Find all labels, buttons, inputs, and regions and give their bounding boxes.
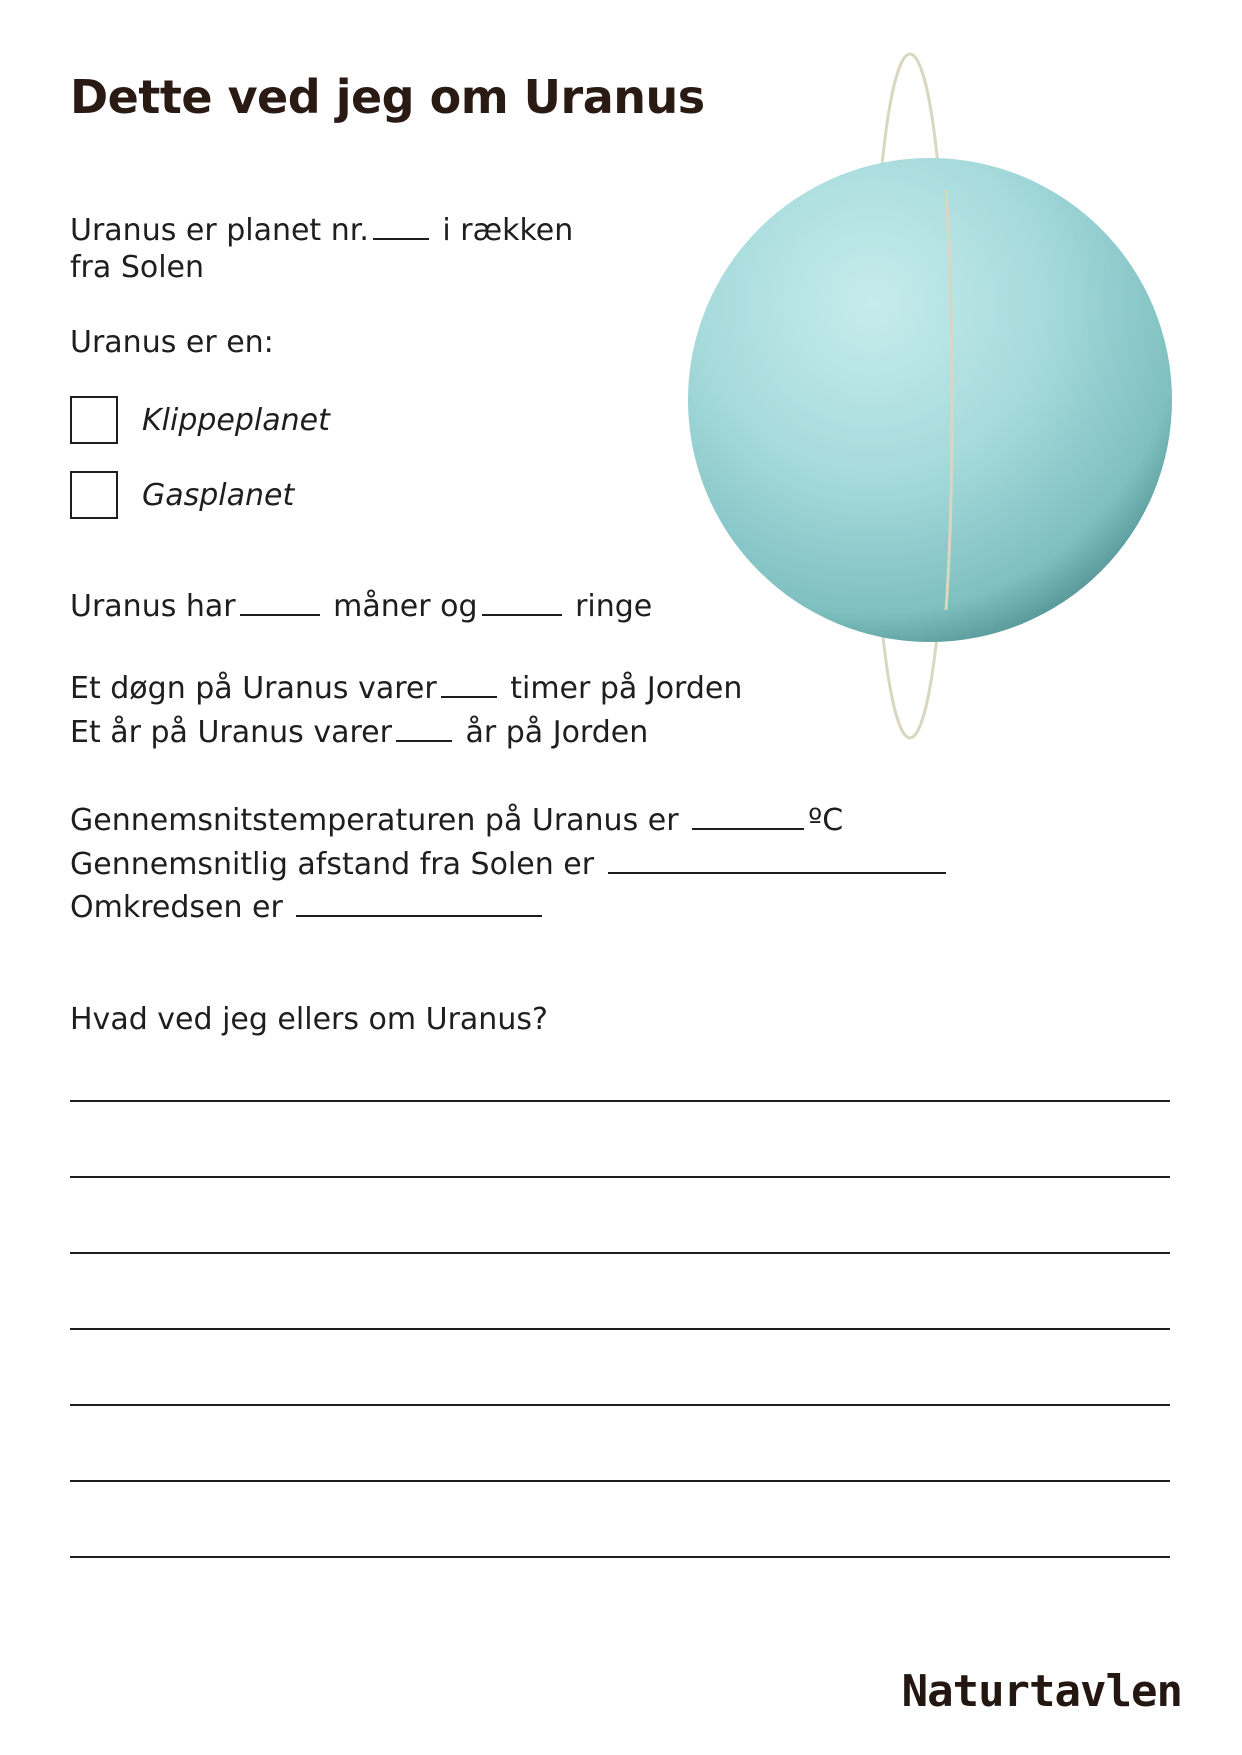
writing-line-7[interactable] — [70, 1556, 1170, 1558]
circumference-blank[interactable] — [296, 889, 542, 917]
year-length-question — [70, 714, 648, 751]
day-length-question — [70, 670, 742, 707]
planet-body — [688, 158, 1172, 642]
distance-prefix: Gennemsnitlig afstand fra Solen er — [70, 847, 595, 882]
other-facts-prompt: Hvad ved jeg ellers om Uranus? — [70, 1002, 548, 1037]
writing-line-5[interactable] — [70, 1404, 1170, 1406]
gasplanet-label: Gasplanet — [142, 477, 295, 513]
temperature-prefix: Gennemsnitstemperaturen på Uranus er — [70, 803, 679, 838]
year-prefix: Et år på Uranus varer — [70, 715, 392, 750]
naturtavlen-logo: Naturtavlen — [901, 1666, 1182, 1717]
moons-prefix: Uranus har — [70, 589, 236, 624]
writing-line-3[interactable] — [70, 1252, 1170, 1254]
writing-line-4[interactable] — [70, 1328, 1170, 1330]
distance-question — [70, 846, 950, 883]
year-blank[interactable] — [396, 714, 452, 742]
uranus-illustration — [670, 50, 1190, 750]
rings-blank[interactable] — [482, 588, 562, 616]
distance-blank[interactable] — [608, 846, 946, 874]
day-prefix: Et døgn på Uranus varer — [70, 671, 437, 706]
klippeplanet-label: Klippeplanet — [142, 402, 330, 438]
planet-number-prefix: Uranus er planet nr. — [70, 213, 369, 248]
circumference-question — [70, 889, 546, 926]
planet-type-prompt: Uranus er en: — [70, 325, 274, 360]
temperature-question — [70, 802, 843, 839]
temperature-blank[interactable] — [692, 802, 804, 830]
writing-line-1[interactable] — [70, 1100, 1170, 1102]
planet-number-suffix: i rækken — [442, 213, 574, 248]
moons-middle: måner og — [333, 589, 478, 624]
circumference-prefix: Omkredsen er — [70, 890, 283, 925]
writing-line-2[interactable] — [70, 1176, 1170, 1178]
planet-number-question — [70, 212, 573, 249]
planet-number-blank[interactable] — [373, 212, 429, 240]
rings-suffix: ringe — [575, 589, 653, 624]
planet-number-line2: fra Solen — [70, 250, 205, 285]
gasplanet-checkbox[interactable] — [70, 471, 118, 519]
day-suffix: timer på Jorden — [510, 671, 743, 706]
moons-blank[interactable] — [240, 588, 320, 616]
klippeplanet-checkbox[interactable] — [70, 396, 118, 444]
option-klippeplanet[interactable] — [70, 394, 330, 446]
temperature-unit: ºC — [808, 803, 844, 838]
year-suffix: år på Jorden — [465, 715, 649, 750]
moons-rings-question — [70, 588, 652, 625]
option-gasplanet[interactable] — [70, 469, 294, 521]
writing-line-6[interactable] — [70, 1480, 1170, 1482]
page-title: Dette ved jeg om Uranus — [70, 70, 705, 124]
day-blank[interactable] — [441, 670, 497, 698]
